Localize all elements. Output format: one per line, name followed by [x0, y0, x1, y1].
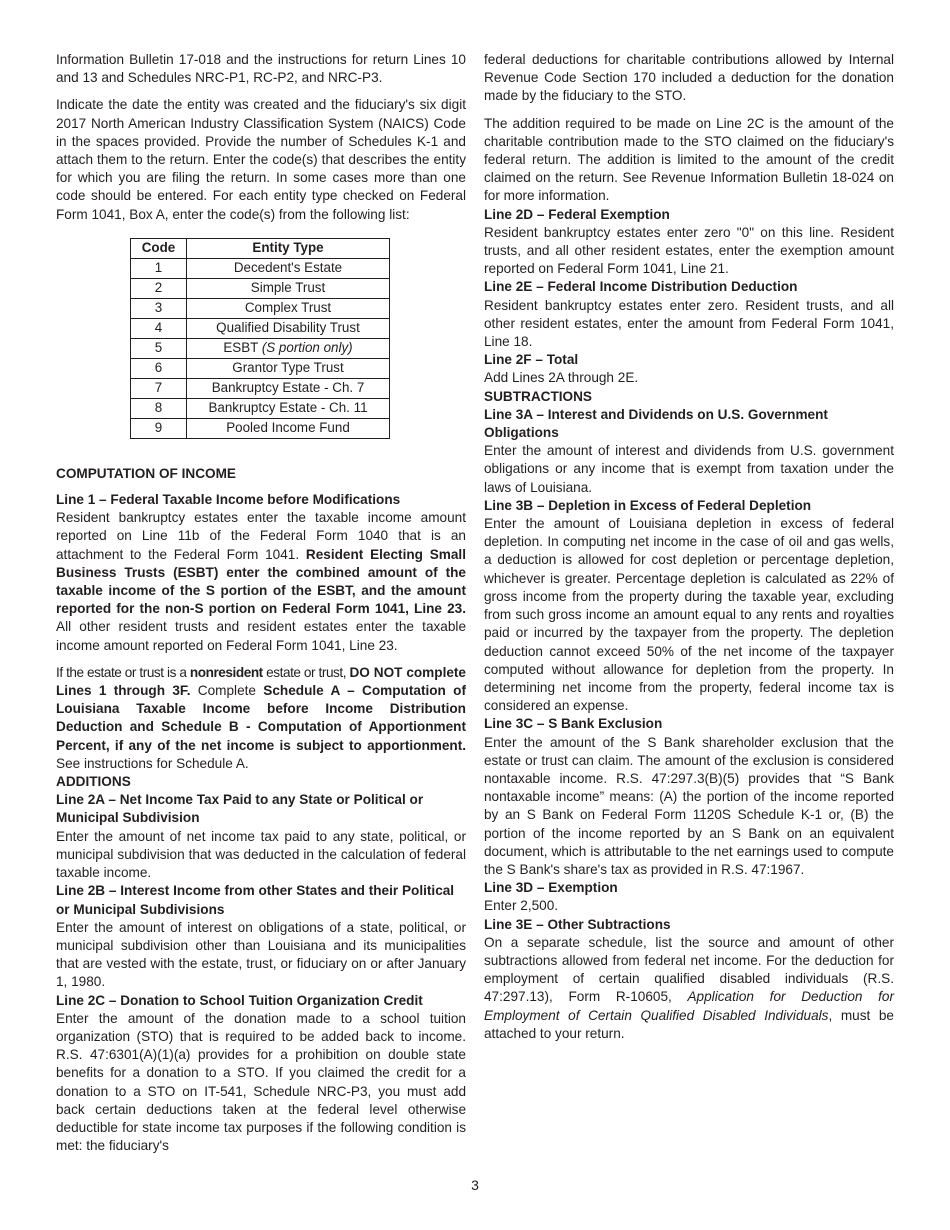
entity-type-text: Complex Trust	[244, 300, 332, 316]
entity-type-cell	[187, 318, 390, 338]
entity-type-cell	[187, 338, 390, 358]
line-2e-text: Resident bankruptcy estates enter zero. Resident trusts, and all other resident estates, enter the amount from Federal Form 1041, Line 18.	[484, 297, 894, 350]
entity-type-text: Pooled Income Fund	[226, 420, 350, 436]
table-row	[131, 338, 390, 358]
left-column	[56, 51, 466, 1155]
entity-type-table	[130, 238, 390, 439]
table-row	[131, 418, 390, 438]
table-row	[131, 378, 390, 398]
line-2f-text: Add Lines 2A through 2E.	[484, 370, 639, 386]
entity-type-note: (S portion only)	[261, 340, 353, 356]
right-column	[484, 51, 894, 1043]
line-2c-addition-text: The addition required to be made on Line 2C is the amount of the charitable contribution made to the STO claimed on the fiduciary's federal return. The addition is limited to the amount of the credit claimed on the return. See Revenue Information Bulletin 18-024 on for more information.	[484, 115, 894, 204]
nonresident-bold-text: nonresident	[189, 664, 263, 680]
line-3e-text	[484, 934, 894, 1043]
entity-type-text: ESBT	[223, 340, 262, 356]
line-2d-heading: Line 2D – Federal Exemption	[484, 206, 670, 222]
line-2b-text: Enter the amount of interest on obligations of a state, political, or municipal subdivision other than Louisiana and its municipalities that are vested with the estate, trust, or fiduciary on or after January 1, 1980.	[56, 919, 466, 990]
code-cell: 4	[131, 318, 187, 338]
nonresident-text-part: If the estate or trust is a	[56, 664, 190, 680]
line-3d-text: Enter 2,500.	[484, 898, 559, 914]
line-3c-heading: Line 3C – S Bank Exclusion	[484, 716, 663, 732]
entity-type-text: Decedent's Estate	[233, 260, 343, 276]
entity-type-cell	[187, 298, 390, 318]
line-1-heading: Line 1 – Federal Taxable Income before Modifications	[56, 492, 401, 508]
line-3b-text: Enter the amount of Louisiana depletion in excess of federal depletion. In computing net income in the case of oil and gas wells, a deduction is allowed for cost depletion or percentage depletion, whichever is greater. Percentage depletion is calculated as 22% of gross income from the property during the taxable year, excluding from such gross income an amount equal to any rents and royalties paid or incurred by the taxpayer from the property. The depletion deduction cannot exceed 50% of the net income of the taxpayer computed without allowance for depletion from the property. In determining net income from the property, federal income tax is considered an expense.	[484, 516, 894, 714]
entity-type-text: Bankruptcy Estate - Ch. 7	[211, 380, 365, 396]
table-header-row	[131, 238, 390, 258]
line-2c-continued-text: federal deductions for charitable contributions allowed by Internal Revenue Code Section 170 included a deduction for the donation made by the fiduciary to the STO.	[484, 52, 894, 104]
do-not-complete-text: DO NOT complete Lines 1 through 3F.	[56, 664, 466, 699]
code-cell: 1	[131, 258, 187, 278]
entity-type-text: Simple Trust	[250, 280, 326, 296]
line-2c-text: Enter the amount of the donation made to a school tuition organization (STO) that is required to be added back to income. R.S. 47:6301(A)(1)(a) provides for a prohibition on double state benefits for a donation to a STO. If you claimed the credit for a donation to a STO on IT-541, Schedule NRC-P3, you must add back certain deductions taken at the federal level otherwise deductible for state income tax purposes if the following condition is met: the fiduciary's	[56, 1010, 466, 1154]
code-cell: 6	[131, 358, 187, 378]
form-r-10605-title: Application for Deduction for Employment of Certain Qualified Disabled Individuals	[484, 989, 894, 1023]
entity-type-text: Bankruptcy Estate - Ch. 11	[208, 400, 368, 416]
page-number: 3	[471, 1177, 479, 1193]
line-2b-heading: Line 2B – Interest Income from other States and their Political or Municipal Subdivisions	[56, 883, 455, 917]
naics-paragraph: Indicate the date the entity was created and the fiduciary's six digit 2017 North American Industry Classification System (NAICS) Code in the spaces provided. Provide the number of Schedules K-1 and attach them to the return. Enter the code(s) that describes the entity for which you are filing the return. In some cases more than one code should be entered. For each entity type checked on Federal Form 1041, Box A, enter the code(s) from the following list:	[56, 97, 466, 222]
entity-type-cell	[187, 378, 390, 398]
code-column-header: Code	[131, 238, 187, 258]
schedule-a-b-text: Schedule A – Computation of Louisiana Taxable Income before Income Distribution Deduction and Schedule B - Computation of Apportionment Percent, if any of the net income is subject to apportionment.	[56, 683, 466, 753]
line-3c-text: Enter the amount of the S Bank shareholder exclusion that the estate or trust can claim. The amount of the exclusion is considered nontaxable income. R.S. 47:297.3(B)(5) provides that “S Bank nontaxable income” means: (A) the portion of the income reported by an S Bank on Federal Form 1120S Schedule K-1 or, (B) the portion of the income reported by an S Bank on an equivalent document, which is attributable to the net earnings used to compute the S Bank's share's tax as provided in R.S. 47:1967.	[484, 734, 894, 877]
additions-heading: ADDITIONS	[56, 774, 131, 790]
entity-type-text: Qualified Disability Trust	[216, 320, 360, 336]
subtractions-heading: SUBTRACTIONS	[484, 388, 592, 404]
nonresident-text-part: See instructions for Schedule A.	[56, 755, 249, 771]
line-1-text-part: All other resident trusts and resident estates enter the taxable income amount reported on Federal Form 1041, Line 23.	[56, 619, 466, 653]
intro-paragraph: Information Bulletin 17-018 and the instructions for return Lines 10 and 13 and Schedules NRC-P1, RC-P2, and NRC-P3.	[56, 52, 466, 86]
table-row	[131, 278, 390, 298]
line-2a-text: Enter the amount of net income tax paid to any state, political, or municipal subdivision that was deducted in the calculation of federal taxable income.	[56, 828, 466, 881]
line-2d-text: Resident bankruptcy estates enter zero "0" on this line. Resident trusts, and all other resident estates, enter the exemption amount reported on Federal Form 1041, Line 21.	[484, 224, 894, 277]
table-row	[131, 358, 390, 378]
entity-type-cell	[187, 418, 390, 438]
nonresident-text-part: Complete	[190, 683, 264, 699]
code-cell: 8	[131, 398, 187, 418]
line-2f-heading: Line 2F – Total	[484, 352, 579, 368]
nonresident-paragraph	[56, 664, 466, 773]
code-cell: 7	[131, 378, 187, 398]
line-2a-heading: Line 2A – Net Income Tax Paid to any State or Political or Municipal Subdivision	[56, 792, 424, 826]
line-2e-heading: Line 2E – Federal Income Distribution Deduction	[484, 279, 798, 295]
table-row	[131, 318, 390, 338]
line-1-text-part: Resident bankruptcy estates enter the taxable income amount reported on Line 11b of the Federal Form 1040 that is an attachment to the Federal Form 1041.	[56, 510, 466, 562]
computation-of-income-heading: COMPUTATION OF INCOME	[56, 465, 236, 481]
entity-type-cell	[187, 278, 390, 298]
entity-type-text: Grantor Type Trust	[232, 360, 344, 376]
code-cell: 2	[131, 278, 187, 298]
table-row	[131, 258, 390, 278]
entity-type-cell	[187, 398, 390, 418]
line-3e-text-part: , must be attached to your return.	[484, 1007, 894, 1041]
line-3d-heading: Line 3D – Exemption	[484, 880, 618, 896]
entity-type-cell	[187, 258, 390, 278]
line-2c-heading: Line 2C – Donation to School Tuition Organization Credit	[56, 992, 423, 1008]
code-cell: 3	[131, 298, 187, 318]
line-3e-heading: Line 3E – Other Subtractions	[484, 916, 671, 932]
nonresident-text-part: estate or trust,	[262, 664, 350, 680]
line-3a-text: Enter the amount of interest and dividends from U.S. government obligations or any income that is exempt from taxation under the laws of Louisiana.	[484, 443, 894, 495]
line-3b-heading: Line 3B – Depletion in Excess of Federal Depletion	[484, 497, 812, 513]
table-row	[131, 298, 390, 318]
table-row	[131, 398, 390, 418]
line-3e-text-part: On a separate schedule, list the source and amount of other subtractions allowed from federal net income. For the deduction for employment of certain qualified disabled individuals (R.S. 47:297.13), Form R-10605,	[484, 934, 894, 1005]
entity-type-cell	[187, 358, 390, 378]
line-1-esbt-text: Resident Electing Small Business Trusts (ESBT) enter the combined amount of the taxable income of the S portion of the ESBT, and the amount reported for the non-S portion on Federal Form 1041, Line 23.	[56, 546, 466, 617]
line-1-text	[56, 509, 466, 655]
line-3a-heading: Line 3A – Interest and Dividends on U.S. Government Obligations	[484, 406, 828, 441]
code-cell: 5	[131, 338, 187, 358]
code-cell: 9	[131, 418, 187, 438]
entity-type-column-header: Entity Type	[187, 238, 390, 258]
